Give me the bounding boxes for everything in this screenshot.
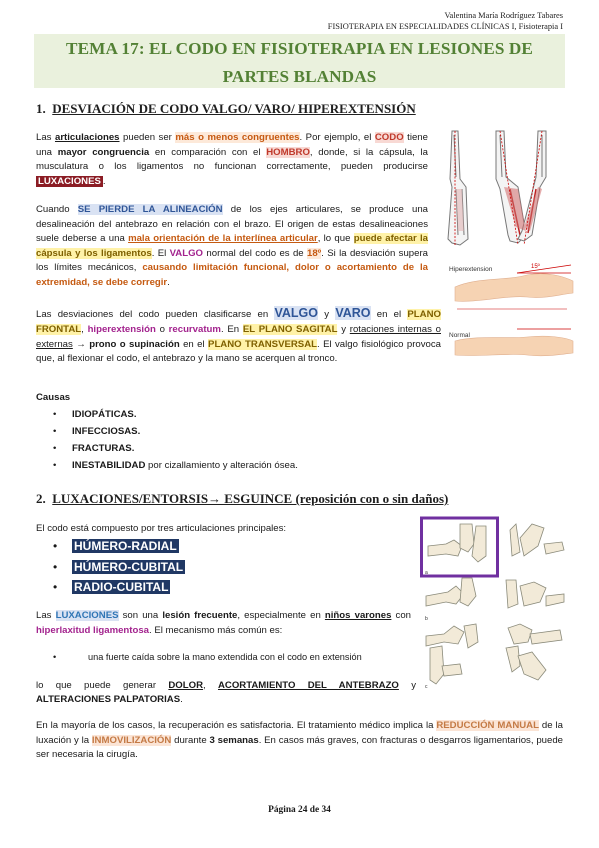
list-item: • FRACTURAS. bbox=[36, 440, 436, 457]
section-2-number: 2. bbox=[36, 491, 46, 506]
topic-title-line-1: TEMA 17: EL CODO EN FISIOTERAPIA EN LESIONES DE bbox=[66, 39, 533, 58]
section-2-paragraph-2a: lo que puede generar DOLOR, ACORTAMIENTO DEL ANTEBRAZO y bbox=[36, 680, 416, 691]
section-1-heading bbox=[36, 99, 416, 119]
topic-title-line-2: PARTES BLANDAS bbox=[222, 67, 377, 86]
joints-list bbox=[36, 536, 336, 598]
mechanism-list bbox=[36, 651, 416, 665]
causes-label: Causas bbox=[36, 392, 71, 403]
normal-label: Normal bbox=[449, 332, 470, 339]
page-header bbox=[328, 10, 563, 33]
topic-title-box bbox=[34, 34, 565, 88]
list-item: • INESTABILIDAD por cizallamiento y alteración ósea. bbox=[36, 457, 436, 474]
elbow-luxation-illustration bbox=[420, 516, 570, 694]
list-item: • INFECCIOSAS. bbox=[36, 423, 436, 440]
causes-block bbox=[36, 391, 436, 474]
section-1-paragraph-2: Cuando SE PIERDE LA ALINEACIÓN de los ejes articulares, se produce una desalineación del antebrazo en relación con el brazo. El origen de estas desalineaciones suele deberse a una mala orientación de la interlínea articular, lo que puede afectar la cápsula y los ligamentos. El VALGO normal del codo es de 18º. Si la desviación supera los límites mecánicos, causando limitación funcional, dolor o acortamiento de la extremidad, se debe corregir. bbox=[36, 204, 428, 288]
section-2-paragraph-3: En la mayoría de los casos, la recuperación es satisfactoria. El tratamiento médico implica la REDUCCIÓN MANUAL de la luxación y la INMOVILIZACIÓN durante 3 semanas. En casos más graves, con fracturas o desgarros ligamentarios, puede ser necesaria la cirugía. bbox=[36, 720, 563, 761]
section-2-heading bbox=[36, 489, 448, 509]
section-2-title: LUXACIONES/ENTORSIS→ ESGUINCE (reposición con o sin daños) bbox=[52, 491, 449, 506]
figure-letter-c: c bbox=[425, 684, 428, 690]
causes-list bbox=[36, 406, 436, 474]
section-2-paragraph-1: Las LUXACIONES son una lesión frecuente, especialmente en niños varones con hiperlaxitud ligamentosa. El mecanismo más común es: bbox=[36, 610, 411, 636]
section-2-intro: El codo está compuesto por tres articulaciones principales: bbox=[36, 523, 287, 534]
list-item: • RADIO-CUBITAL bbox=[36, 577, 336, 598]
page-number: Página 24 de 34 bbox=[268, 805, 331, 815]
figure-letter-a: a bbox=[425, 570, 428, 576]
hyperextension-label: Hiperextension bbox=[449, 266, 493, 273]
list-item: • IDIOPÁTICAS. bbox=[36, 406, 436, 423]
hyperextension-illustration bbox=[447, 261, 575, 361]
section-2-paragraph-2b: ALTERACIONES PALPATORIAS. bbox=[36, 694, 183, 705]
elbow-alignment-illustration bbox=[438, 127, 568, 257]
figure-letter-b: b bbox=[425, 616, 428, 622]
angle-label: 15º bbox=[531, 264, 540, 270]
course-name: FISIOTERAPIA EN ESPECIALIDADES CLÍNICAS I, Fisioterapia I bbox=[327, 22, 563, 32]
section-1-title: DESVIACIÓN DE CODO VALGO/ VARO/ HIPEREXTENSIÓN bbox=[52, 101, 416, 116]
section-1-number: 1. bbox=[36, 101, 46, 116]
section-1-paragraph-3: Las desviaciones del codo pueden clasificarse en VALGO y VARO en el PLANO FRONTAL, hiperextensión o recurvatum. En EL PLANO SAGITAL y rotaciones internas o externas → prono o supinación en el PLANO TRANSVERSAL. El valgo fisiológico provoca que, al flexionar el codo, el antebrazo y la mano se acerquen al tronco. bbox=[36, 306, 441, 365]
list-item: • HÚMERO-RADIAL bbox=[36, 536, 336, 557]
section-1-paragraph-1: Las articulaciones pueden ser más o menos congruentes. Por ejemplo, el CODO tiene una mayor congruencia en comparación con el HOMBRO, donde, si la cápsula, la musculatura o los ligamentos no funcionan correctamente, pueden producirse LUXACIONES . bbox=[36, 132, 428, 187]
author-name: Valentina María Rodríguez Tabares bbox=[444, 11, 563, 20]
list-item: • HÚMERO-CUBITAL bbox=[36, 557, 336, 578]
list-item: • una fuerte caída sobre la mano extendida con el codo en extensión bbox=[36, 651, 416, 665]
